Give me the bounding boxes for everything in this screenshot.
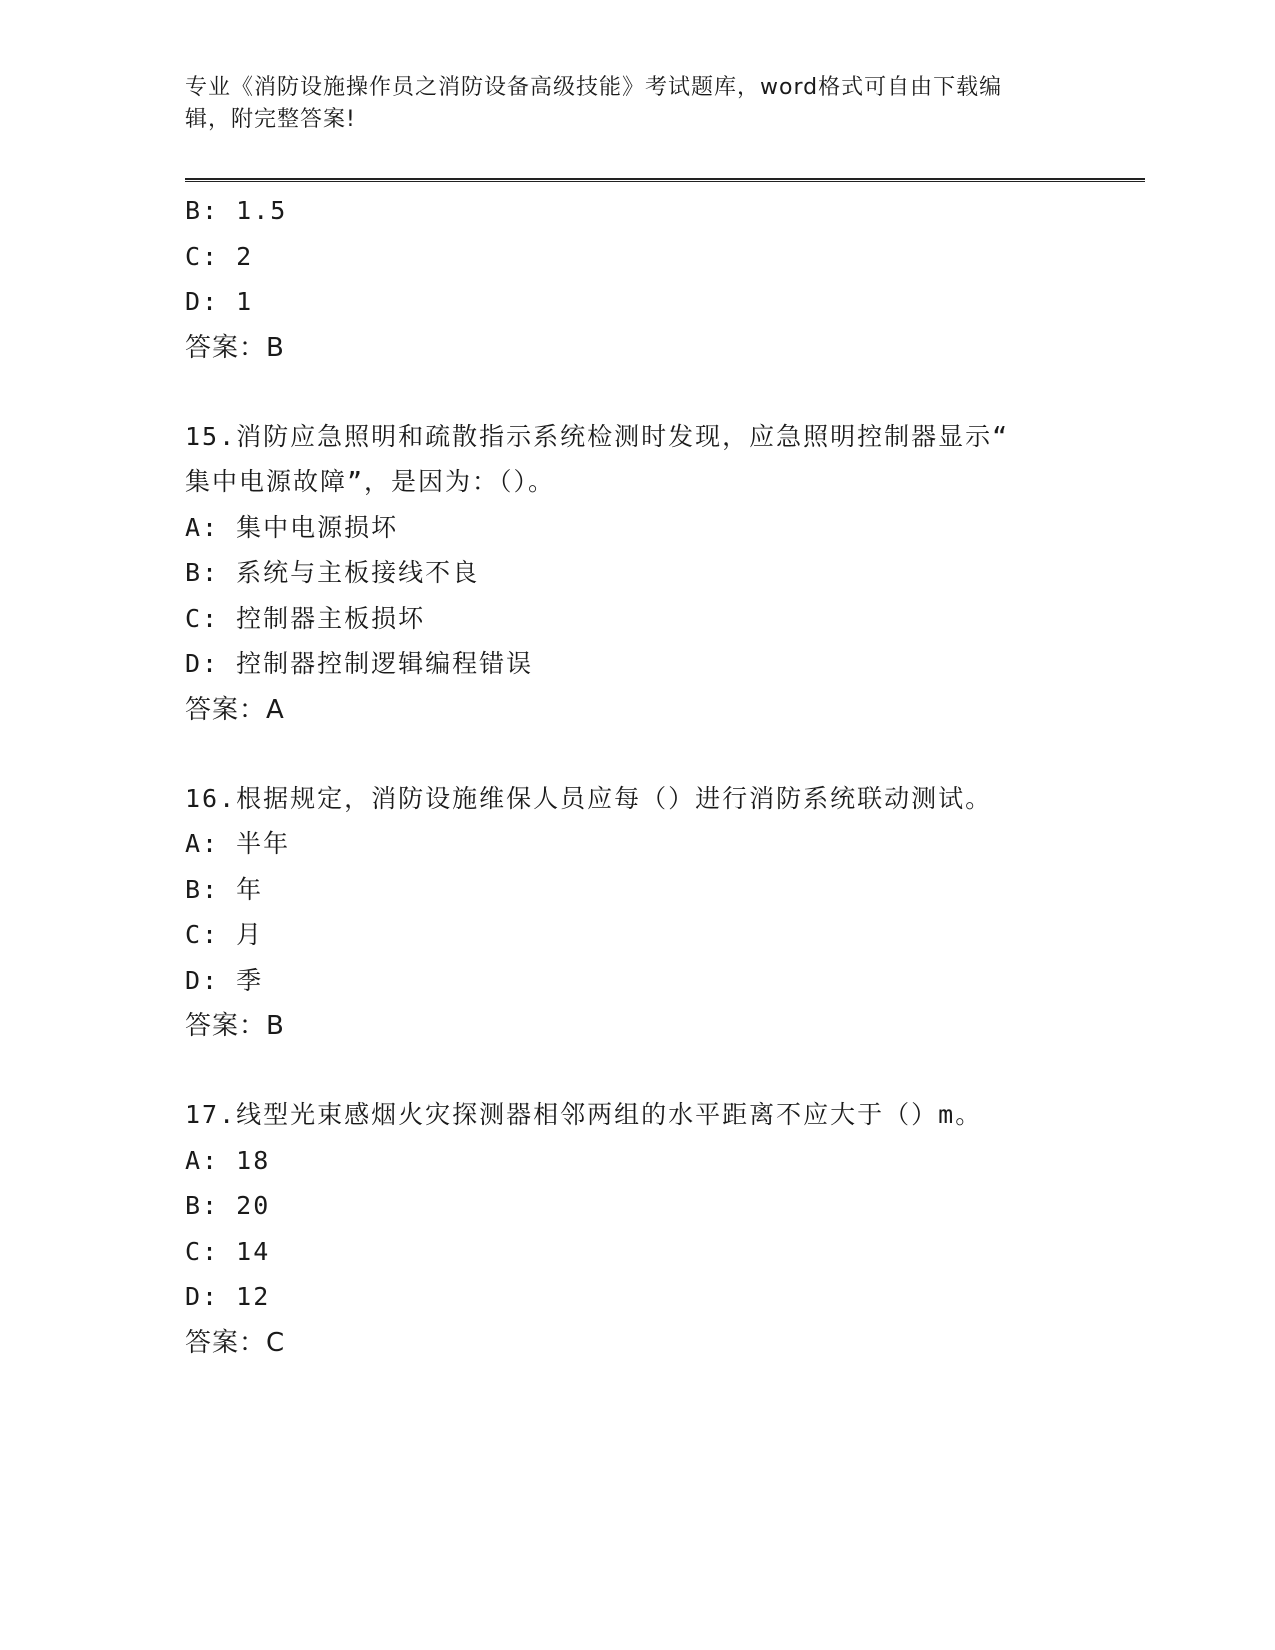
question-16 (185, 776, 1085, 1050)
option-a: A: 集中电源损坏 (185, 512, 399, 542)
question-stem: 17.线型光束感烟火灾探测器相邻两组的水平距离不应大于（）m。 (185, 1100, 983, 1129)
header-line-1: 专业《消防设施操作员之消防设备高级技能》考试题库，word格式可自由下载编 (185, 75, 1003, 100)
header-line-2: 辑，附完整答案! (185, 107, 356, 132)
option-c: C: 2 (185, 241, 254, 271)
page-header (185, 72, 1065, 136)
option-c: C: 月 (185, 920, 264, 949)
option-a: A: 18 (185, 1145, 271, 1175)
header-divider (185, 178, 1145, 182)
option-a: A: 半年 (185, 829, 291, 858)
option-d: D: 1 (185, 287, 254, 316)
option-d: D: 控制器控制逻辑编程错误 (185, 649, 534, 678)
option-b: B: 20 (185, 1191, 271, 1220)
question-content (185, 188, 1085, 1366)
question-17 (185, 1092, 1085, 1366)
option-d: D: 12 (185, 1282, 271, 1311)
option-b: B: 1.5 (185, 196, 288, 225)
option-d: D: 季 (185, 965, 264, 995)
option-c: C: 控制器主板损坏 (185, 603, 426, 633)
spacer (185, 1049, 1085, 1092)
answer-line: 答案：C (185, 1327, 286, 1358)
option-b: B: 年 (185, 874, 264, 904)
option-c: C: 14 (185, 1236, 271, 1266)
spacer (185, 733, 1085, 776)
question-stem-continued: 集中电源故障”，是因为：（）。 (185, 467, 556, 496)
answer-line: 答案：B (185, 1011, 285, 1041)
option-b: B: 系统与主板接线不良 (185, 558, 480, 587)
question-15 (185, 414, 1085, 733)
spacer (185, 371, 1085, 414)
question-stem: 15.消防应急照明和疏散指示系统检测时发现，应急照明控制器显示“ (185, 421, 1010, 451)
answer-line: 答案：A (185, 694, 285, 725)
question-continuation (185, 188, 1085, 371)
question-stem: 16.根据规定，消防设施维保人员应每（）进行消防系统联动测试。 (185, 783, 993, 813)
answer-line: 答案：B (185, 332, 285, 363)
